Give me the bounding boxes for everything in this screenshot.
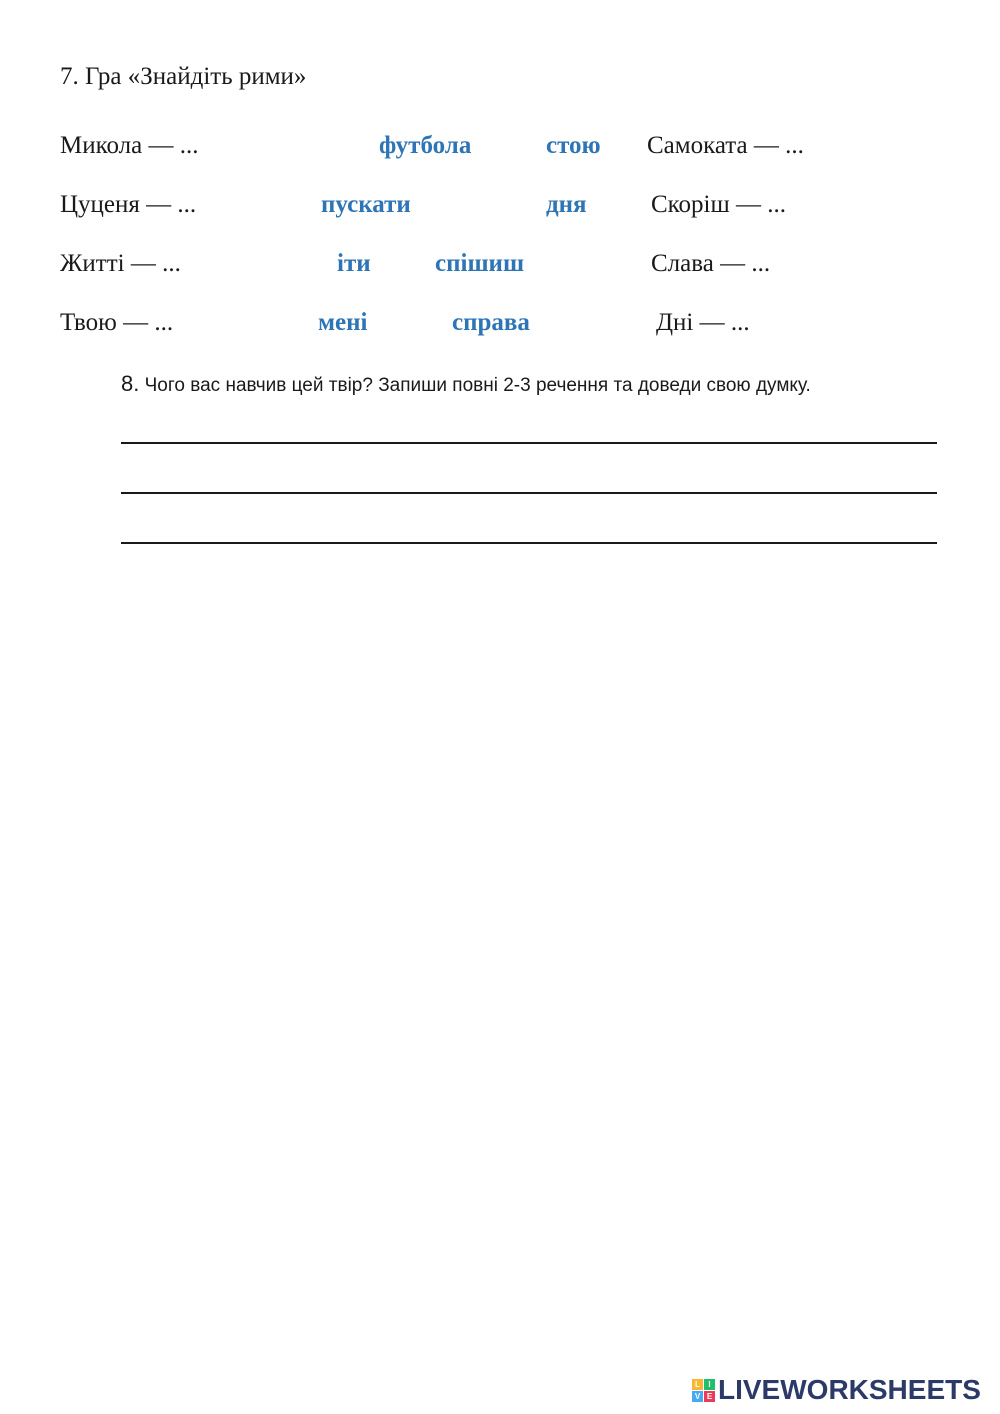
prompt-samokata: Самоката — ...: [647, 132, 804, 159]
prompt-dni: Дні — ...: [656, 309, 750, 336]
task8-text: Чого вас навчив цей твір? Запиши повні 2-3 речення та доведи свою думку.: [144, 375, 811, 396]
prompt-zhytti: Житті — ...: [60, 250, 181, 277]
prompt-mykola: Микола — ...: [60, 132, 199, 159]
answer-line-3[interactable]: [121, 542, 937, 544]
prompt-slava: Слава — ...: [651, 250, 771, 277]
answer-word-puskaty[interactable]: пускати: [321, 191, 411, 218]
liveworksheets-logo-text: LIVEWORKSHEETS: [718, 1374, 981, 1405]
prompt-skorish: Скоріш — ...: [651, 191, 786, 218]
task8-number: 8.: [121, 371, 140, 396]
liveworksheets-logo: [692, 1374, 981, 1406]
logo-mark-letter: L: [692, 1379, 703, 1390]
answer-word-futbola[interactable]: футбола: [379, 132, 472, 159]
logo-mark-letter: V: [692, 1391, 703, 1402]
task7-title: 7. Гра «Знайдіть рими»: [60, 63, 307, 90]
answer-word-dnia[interactable]: дня: [546, 191, 587, 218]
answer-word-spishysh[interactable]: спішиш: [435, 250, 525, 277]
task8-question: [121, 371, 811, 399]
answer-word-meni[interactable]: мені: [318, 309, 368, 336]
answer-word-sprava[interactable]: справа: [452, 309, 530, 336]
answer-line-1[interactable]: [121, 442, 937, 444]
answer-line-2[interactable]: [121, 492, 937, 494]
logo-mark-letter: E: [704, 1391, 715, 1402]
answer-word-stoiu[interactable]: стою: [546, 132, 601, 159]
prompt-tvoiu: Твою — ...: [60, 309, 174, 336]
prompt-tsutsenia: Цуценя — ...: [60, 191, 197, 218]
liveworksheets-logo-mark-icon: [692, 1379, 715, 1402]
answer-word-ity[interactable]: іти: [337, 250, 371, 277]
logo-mark-letter: I: [704, 1379, 715, 1390]
